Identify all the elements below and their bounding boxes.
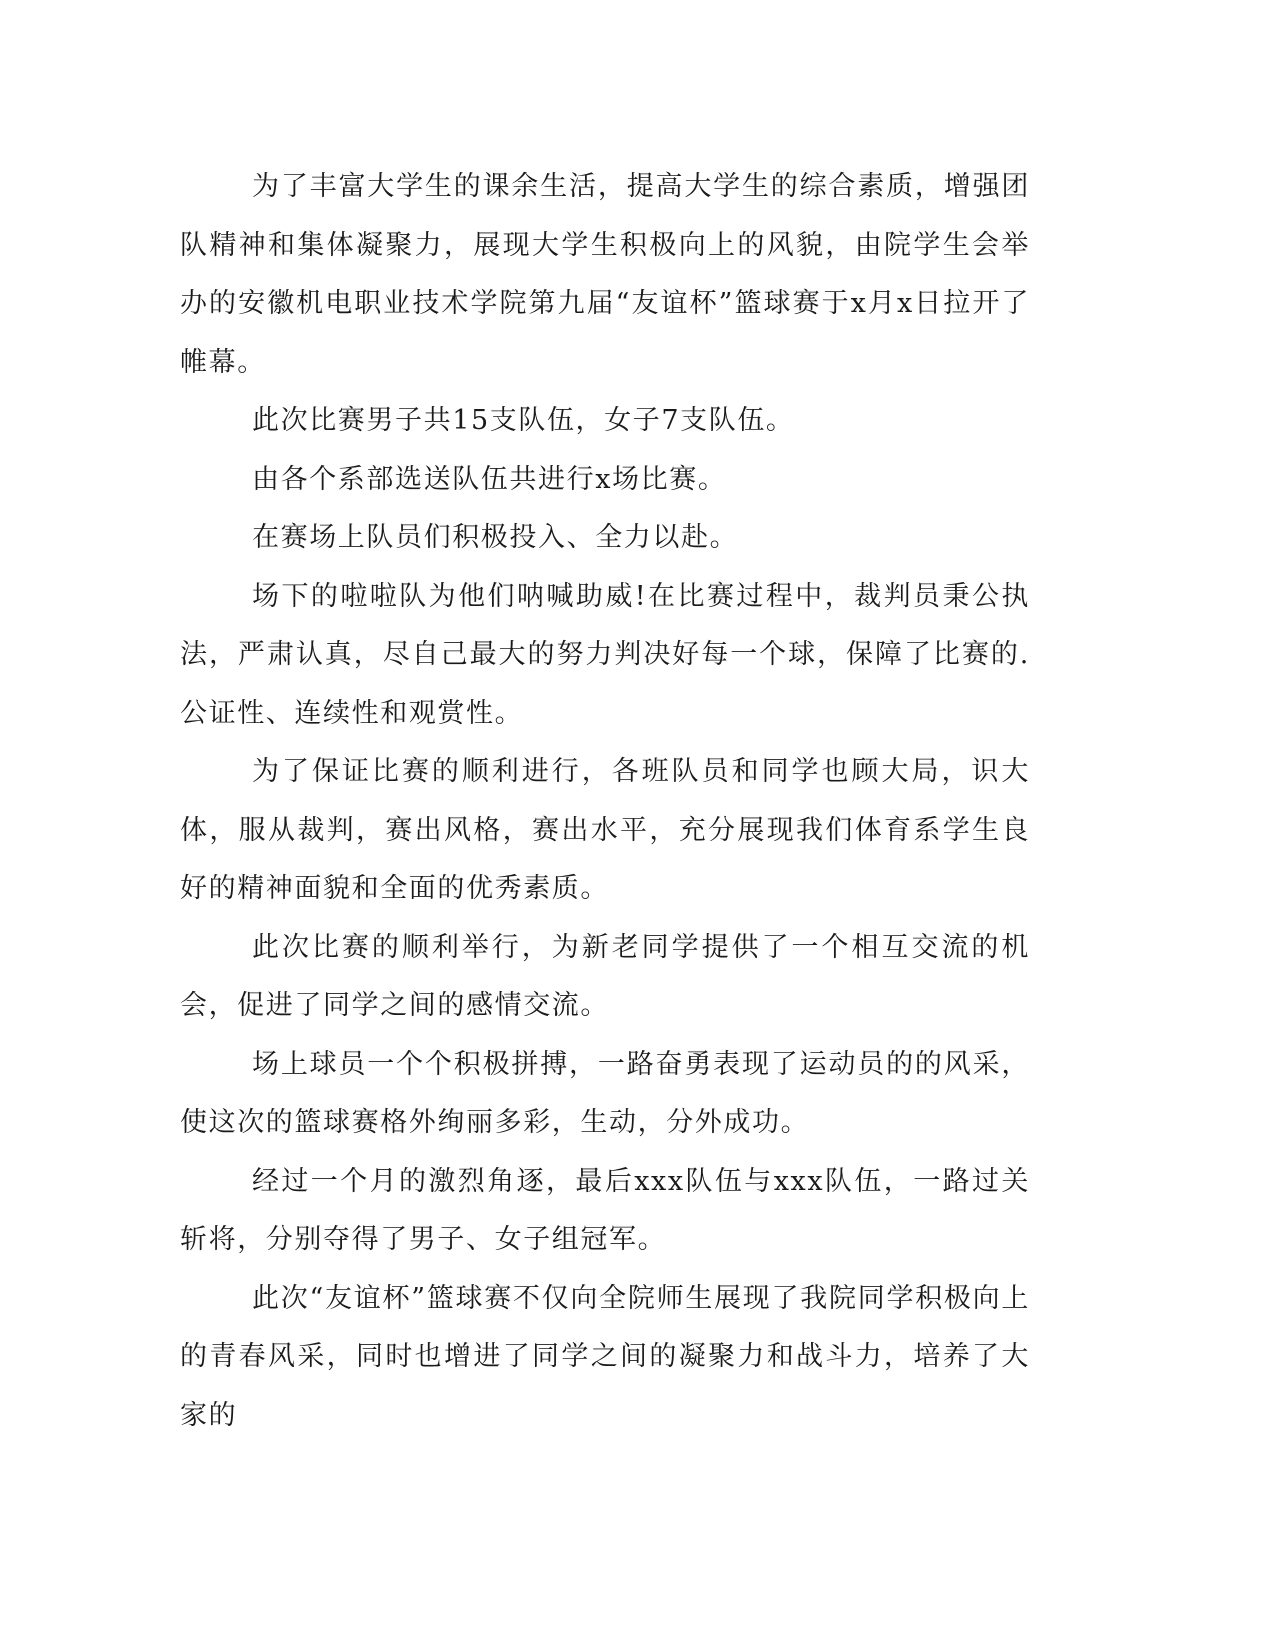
- paragraph-9: 经过一个月的激烈角逐，最后xxx队伍与xxx队伍，一路过关斩将，分别夺得了男子、女子组冠军。: [180, 1165, 1030, 1255]
- paragraph-4: 在赛场上队员们积极投入、全力以赴。: [252, 522, 739, 553]
- paragraph-8: 场上球员一个个积极拼搏，一路奋勇表现了运动员的的风采，使这次的篮球赛格外绚丽多彩，生动，分外成功。: [180, 1048, 1030, 1138]
- paragraph-5: 场下的啦啦队为他们呐喊助威!在比赛过程中，裁判员秉公执法，严肃认真，尽自己最大的努力判决好每一个球，保障了比赛的.公证性、连续性和观赏性。: [180, 580, 1030, 729]
- paragraph-1: 为了丰富大学生的课余生活，提高大学生的综合素质，增强团队精神和集体凝聚力，展现大学生积极向上的风貌，由院学生会举办的安徽机电职业技术学院第九届“友谊杯”篮球赛于x月x日拉开了帷幕。: [180, 171, 1030, 378]
- paragraph-10: 此次“友谊杯”篮球赛不仅向全院师生展现了我院同学积极向上的青春风采，同时也增进了同学之间的凝聚力和战斗力，培养了大家的: [180, 1282, 1030, 1431]
- paragraph-7: 此次比赛的顺利举行，为新老同学提供了一个相互交流的机会，促进了同学之间的感情交流。: [180, 931, 1030, 1021]
- document-body: [180, 158, 1030, 1445]
- paragraph-3: 由各个系部选送队伍共进行x场比赛。: [252, 463, 727, 495]
- paragraph-6: 为了保证比赛的顺利进行，各班队员和同学也顾大局，识大体，服从裁判，赛出风格，赛出水平，充分展现我们体育系学生良好的精神面貌和全面的优秀素质。: [180, 756, 1030, 904]
- paragraph-2: 此次比赛男子共15支队伍，女子7支队伍。: [252, 405, 795, 436]
